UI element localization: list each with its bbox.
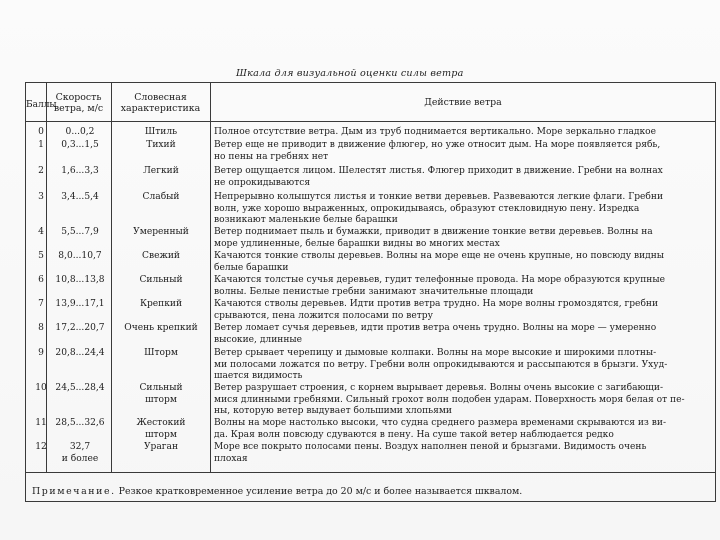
header-ball: Баллы <box>26 100 57 110</box>
row-description: Море все покрыто полосами пены. Воздух наполнен пеной и брызгами. Видимость очень плохая <box>214 442 647 464</box>
row-description: Волны на море настолько высоки, что судна среднего размера временами скрываются из ви- да. Края волн повсюду сдуваются в пену. На суше такой ветер наблюдается редко <box>214 418 667 440</box>
row-speed: 5,5...7,9 <box>61 227 99 237</box>
row-speed: 10,8...13,8 <box>55 275 105 285</box>
row-description: Ветер ощущается лицом. Шелестят листья. Флюгер приходит в движение. Гребни на волнах не опрокидываются <box>214 166 663 188</box>
row-speed: 17,2...20,7 <box>55 323 105 333</box>
row-speed: 13,9...17,1 <box>55 299 105 309</box>
row-ball: 5 <box>38 251 44 261</box>
footnote-text: Резкое кратковременное усиление ветра до 20 м/с и более называется шквалом. <box>118 486 523 497</box>
row-speed: 24,5...28,4 <box>55 383 105 393</box>
row-name: Жестокий шторм <box>136 418 186 440</box>
row-ball: 9 <box>38 348 44 358</box>
row-name: Очень крепкий <box>124 323 198 333</box>
row-ball: 1 <box>38 140 44 150</box>
row-description: Полное отсутствие ветра. Дым из труб поднимается вертикально. Море зеркально гладкое <box>214 127 657 137</box>
row-description: Ветер еще не приводит в движение флюгер, но уже относит дым. На море появляется рябь, но пены на гребнях нет <box>214 140 661 162</box>
row-name: Свежий <box>142 251 180 261</box>
row-ball: 12 <box>35 442 47 452</box>
row-ball: 2 <box>38 166 44 176</box>
header-action: Действие ветра <box>424 97 502 108</box>
row-speed: 1,6...3,3 <box>61 166 99 176</box>
row-ball: 8 <box>38 323 44 333</box>
row-ball: 6 <box>38 275 44 285</box>
row-speed: 28,5...32,6 <box>55 418 105 428</box>
header-speed-line2: ветра, м/с <box>53 103 104 114</box>
row-name: Сильный <box>139 275 183 285</box>
table-bottom-divider <box>25 472 716 473</box>
row-description: Качаются стволы деревьев. Идти против ветра трудно. На море волны громоздятся, гребни срываются, пена ложится полосами по ветру <box>214 299 659 321</box>
row-description: Качаются толстые сучья деревьев, гудит телефонные провода. На море образуются крупные волны. Белые пенистые гребни занимают значительные площади <box>214 275 665 297</box>
row-name: Ураган <box>143 442 179 452</box>
row-name: Тихий <box>146 140 176 150</box>
row-ball: 7 <box>38 299 44 309</box>
row-speed: 8,0...10,7 <box>58 251 102 261</box>
row-name: Умеренный <box>133 227 189 237</box>
row-speed: 0...0,2 <box>65 127 95 137</box>
row-name: Штиль <box>144 127 178 137</box>
header-name-line2: характеристика <box>120 103 201 114</box>
row-name: Крепкий <box>139 299 183 309</box>
row-description: Качаются тонкие стволы деревьев. Волны на море еще не очень крупные, но повсюду видны белые барашки <box>214 251 665 273</box>
row-ball: 10 <box>35 383 47 393</box>
row-ball: 4 <box>38 227 44 237</box>
footnote <box>32 486 522 497</box>
header-name-line1: Словесная <box>134 92 187 103</box>
row-speed: 3,4...5,4 <box>61 192 99 202</box>
row-description: Ветер ломает сучья деревьев, идти против ветра очень трудно. Волны на море — умеренно высокие, длинные <box>214 323 657 345</box>
row-description: Ветер разрушает строения, с корнем вырывает деревья. Волны очень высокие с загибающи- мися длинными гребнями. Сильный грохот волн подобен ударам. Поверхность моря белая от пе- ны, которую ветер выдувает большими хлопьями <box>214 383 685 417</box>
row-ball: 11 <box>35 418 47 428</box>
document-title: Шкала для визуальной оценки силы ветра <box>236 68 464 79</box>
row-description: Непрерывно колышутся листья и тонкие ветви деревьев. Развеваются легкие флаги. Гребни волн, уже хорошо выраженных, опрокидываясь, образуют стекловидную пену. Изредка возникают маленькие белые барашки <box>214 192 664 226</box>
row-name: Легкий <box>143 166 179 176</box>
row-speed: 32,7 и более <box>61 442 99 464</box>
row-description: Ветер поднимает пыль и бумажки, приводит в движение тонкие ветви деревьев. Волны на море удлиненные, белые барашки видны во многих местах <box>214 227 653 249</box>
footnote-label: Примечание. <box>32 486 116 497</box>
row-name: Сильный шторм <box>139 383 183 405</box>
header-speed-line1: Скорость <box>55 92 102 103</box>
row-ball: 0 <box>38 127 44 137</box>
row-name: Слабый <box>142 192 180 202</box>
header-divider <box>25 121 716 122</box>
row-speed: 0,3...1,5 <box>61 140 99 150</box>
row-description: Ветер срывает черепицу и дымовые колпаки. Волны на море высокие и широкими плотны- ми полосами ложатся по ветру. Гребни волн опрокидываются и рассыпаются в брызги. Ухуд- шается видимость <box>214 348 668 382</box>
row-ball: 3 <box>38 192 44 202</box>
row-name: Шторм <box>144 348 178 358</box>
row-speed: 20,8...24,4 <box>55 348 105 358</box>
